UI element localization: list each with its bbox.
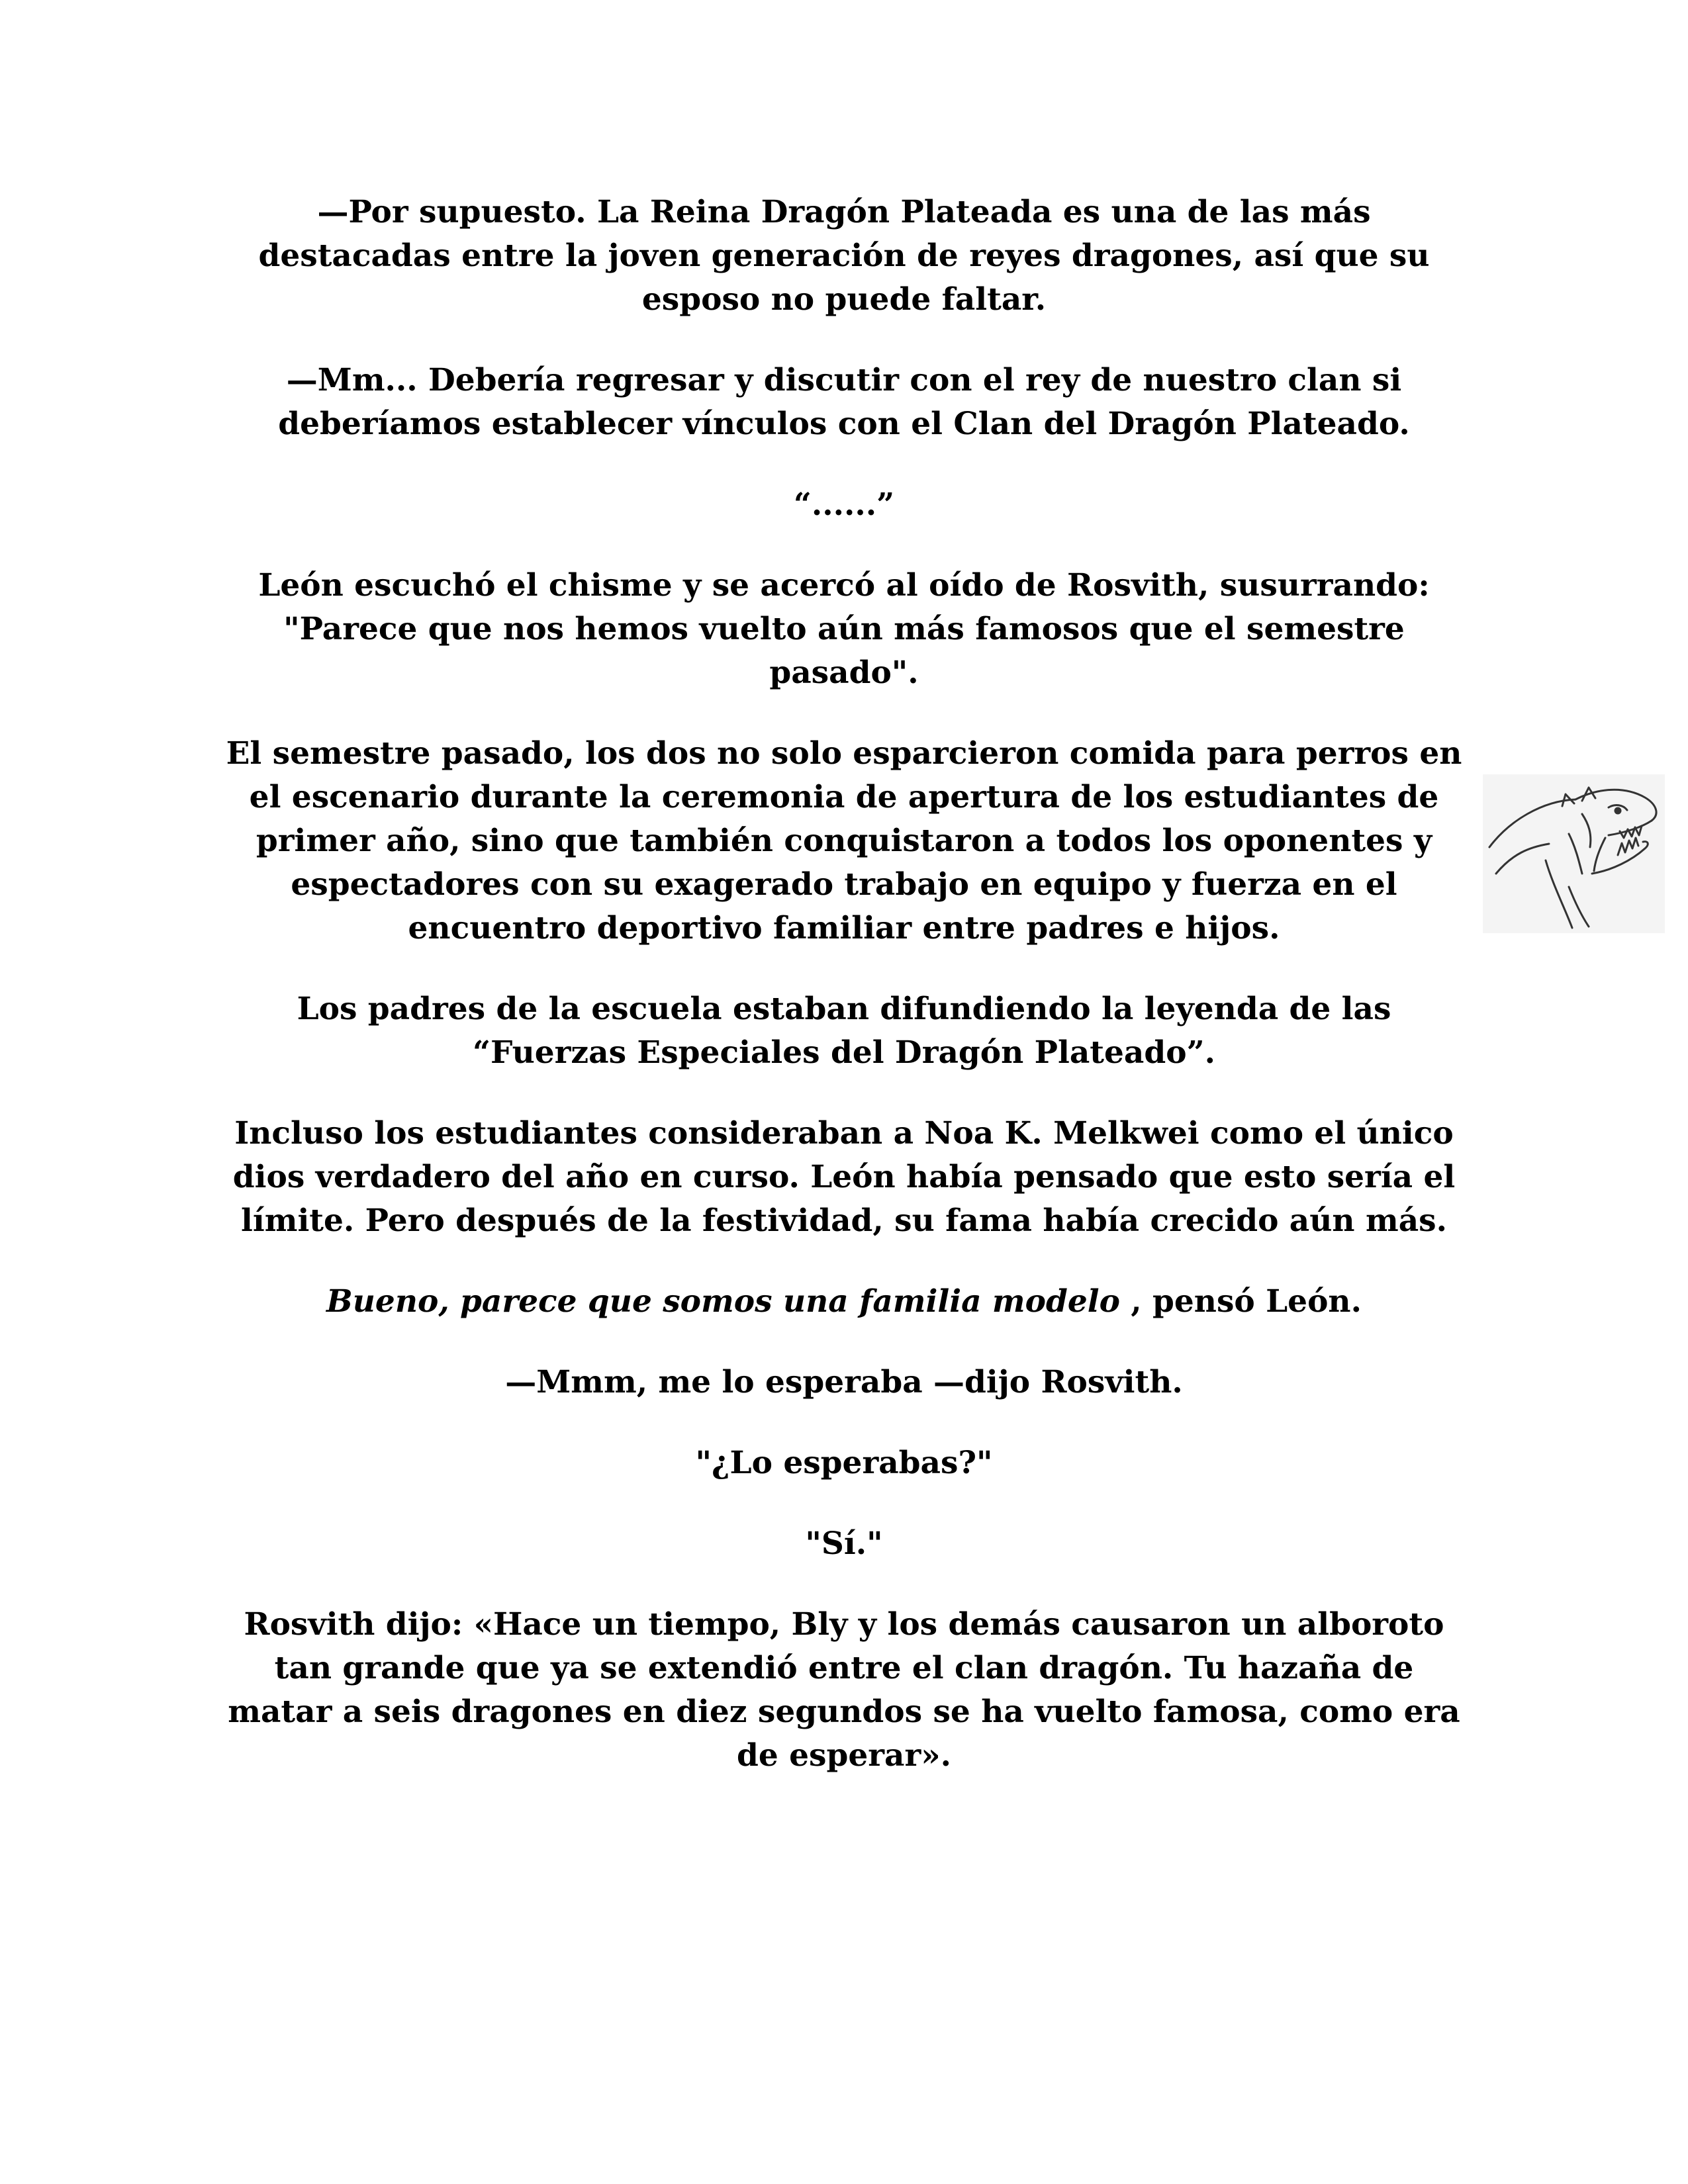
paragraph-4: León escuchó el chisme y se acercó al oído de Rosvith, susurrando: "Parece que nos hemos vuelto aún más famosos que el semestre pasado".	[258, 567, 1430, 691]
paragraph-10: "Sí."	[805, 1525, 883, 1562]
paragraph-1: —Por supuesto. La Reina Dragón Plateada es una de las más destacadas entre la joven generación de reyes dragones, así que su esposo no puede faltar.	[258, 194, 1430, 318]
paragraph-5: El semestre pasado, los dos no solo esparcieron comida para perros en el escenario durante la ceremonia de apertura de los estudiantes de primer año, sino que también conquistaron a todos los oponentes y espectadores con su exagerado trabajo en equipo y fuerza en el encuentro deportivo familiar entre padres e hijos.	[226, 735, 1462, 946]
paragraph-3: “......”	[793, 486, 895, 523]
paragraph-11: Rosvith dijo: «Hace un tiempo, Bly y los demás causaron un alboroto tan grande que ya se extendió entre el clan dragón. Tu hazaña de matar a seis dragones en diez segundos se ha vuelto famosa, como era de esperar».	[228, 1606, 1460, 1774]
document-body	[218, 191, 1470, 1815]
paragraph-6: Los padres de la escuela estaban difundiendo la leyenda de las “Fuerzas Especiales del Dragón Plateado”.	[297, 991, 1391, 1071]
paragraph-2: —Mm... Debería regresar y discutir con el rey de nuestro clan si deberíamos establecer vínculos con el Clan del Dragón Plateado.	[278, 362, 1410, 442]
dragon-head-sketch-icon	[1483, 774, 1665, 933]
paragraph-8: —Mmm, me lo esperaba —dijo Rosvith.	[505, 1364, 1183, 1400]
thought-rest: , pensó León.	[1119, 1283, 1362, 1320]
paragraph-thought	[218, 1280, 1470, 1324]
paragraph-9: "¿Lo esperabas?"	[695, 1445, 993, 1481]
paragraph-7: Incluso los estudiantes consideraban a Noa K. Melkwei como el único dios verdadero del año en curso. León había pensado que esto sería el límite. Pero después de la festividad, su fama había crecido aún más.	[232, 1115, 1456, 1239]
thought-italic: Bueno, parece que somos una familia modelo	[326, 1283, 1120, 1320]
